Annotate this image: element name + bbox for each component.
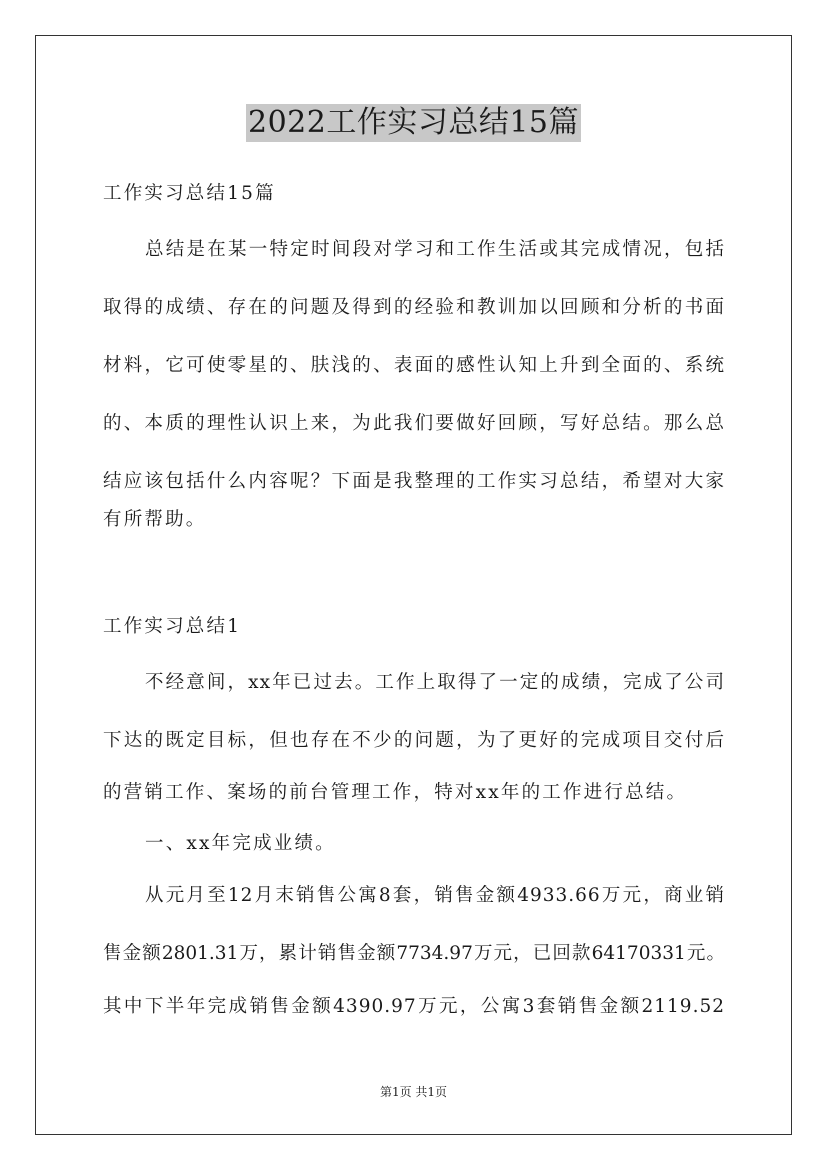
intro-line: 结应该包括什么内容呢？下面是我整理的工作实习总结，希望对大家 xyxy=(103,471,725,492)
section-line: 下达的既定目标，但也存在不少的问题，为了更好的完成项目交付后 xyxy=(103,730,725,751)
section-line: 一、xx年完成业绩。 xyxy=(145,833,336,854)
section-line: 的营销工作、案场的前台管理工作，特对xx年的工作进行总结。 xyxy=(103,782,688,803)
intro-line: 材料，它可使零星的、肤浅的、表面的感性认知上升到全面的、系统 xyxy=(103,355,725,376)
page-footer: 第1页 共1页 xyxy=(379,1085,448,1099)
intro-line: 的、本质的理性认识上来，为此我们要做好回顾，写好总结。那么总 xyxy=(103,413,725,434)
intro-line: 总结是在某一特定时间段对学习和工作生活或其完成情况，包括 xyxy=(145,239,725,260)
section-line: 从元月至12月末销售公寓8套，销售金额4933.66万元，商业销 xyxy=(145,885,725,906)
document-title-wrap xyxy=(0,104,827,142)
section-heading: 工作实习总结1 xyxy=(103,616,242,637)
intro-line: 有所帮助。 xyxy=(103,509,207,530)
document-title: 2022工作实习总结15篇 xyxy=(247,105,580,140)
document-subtitle: 工作实习总结15篇 xyxy=(103,183,276,204)
section-line: 售金额2801.31万，累计销售金额7734.97万元，已回款64170331元。 xyxy=(103,943,725,964)
section-line: 其中下半年完成销售金额4390.97万元，公寓3套销售金额2119.52 xyxy=(103,996,725,1017)
intro-line: 取得的成绩、存在的问题及得到的经验和教训加以回顾和分析的书面 xyxy=(103,297,725,318)
section-line: 不经意间，xx年已过去。工作上取得了一定的成绩，完成了公司 xyxy=(145,672,725,693)
